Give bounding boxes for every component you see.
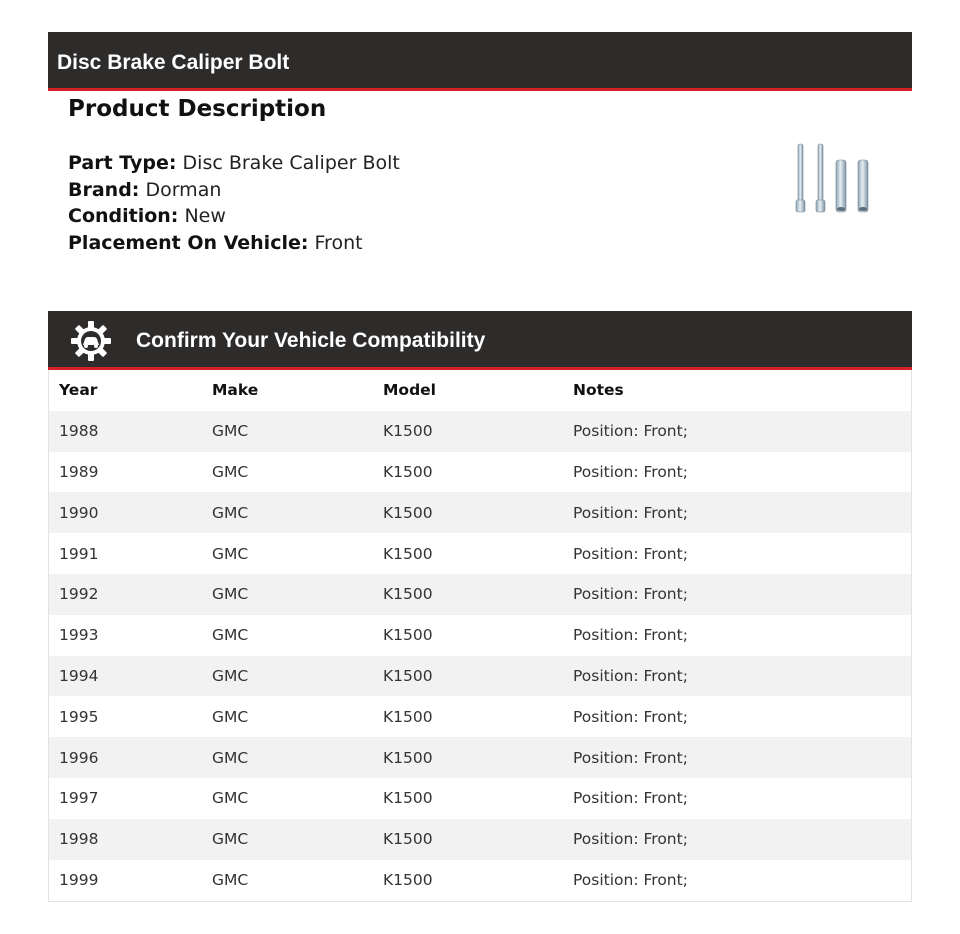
model-cell: K1500 xyxy=(383,656,573,697)
model-cell: K1500 xyxy=(383,696,573,737)
spec-label: Part Type: xyxy=(68,152,177,174)
model-cell: K1500 xyxy=(383,737,573,778)
table-row xyxy=(49,615,911,656)
year-cell: 1993 xyxy=(49,615,212,656)
spec-part-type xyxy=(68,150,400,177)
table-row xyxy=(49,411,911,452)
notes-cell: Position: Front; xyxy=(573,574,911,615)
make-cell: GMC xyxy=(212,492,383,533)
compatibility-bar xyxy=(48,311,912,370)
notes-cell: Position: Front; xyxy=(573,737,911,778)
year-cell: 1998 xyxy=(49,819,212,860)
table-row xyxy=(49,574,911,615)
model-cell: K1500 xyxy=(383,452,573,493)
make-cell: GMC xyxy=(212,778,383,819)
page-title: Disc Brake Caliper Bolt xyxy=(57,51,290,74)
year-cell: 1988 xyxy=(49,411,212,452)
spec-placement xyxy=(68,230,400,257)
year-cell: 1996 xyxy=(49,737,212,778)
make-cell: GMC xyxy=(212,615,383,656)
year-cell: 1994 xyxy=(49,656,212,697)
year-cell: 1990 xyxy=(49,492,212,533)
product-specs xyxy=(68,150,400,256)
table-header-row xyxy=(49,370,911,411)
notes-cell: Position: Front; xyxy=(573,452,911,493)
year-cell: 1997 xyxy=(49,778,212,819)
notes-cell: Position: Front; xyxy=(573,819,911,860)
make-cell: GMC xyxy=(212,819,383,860)
title-bar xyxy=(48,32,912,91)
notes-cell: Position: Front; xyxy=(573,778,911,819)
make-cell: GMC xyxy=(212,411,383,452)
table-row xyxy=(49,492,911,533)
table-row xyxy=(49,819,911,860)
spec-label: Brand: xyxy=(68,178,140,201)
make-cell: GMC xyxy=(212,860,383,901)
make-cell: GMC xyxy=(212,533,383,574)
notes-cell: Position: Front; xyxy=(573,492,911,533)
notes-cell: Position: Front; xyxy=(573,411,911,452)
model-cell: K1500 xyxy=(383,411,573,452)
table-row xyxy=(49,696,911,737)
table-row xyxy=(49,533,911,574)
spec-value: Disc Brake Caliper Bolt xyxy=(182,152,400,174)
column-model: Model xyxy=(383,381,436,400)
notes-cell: Position: Front; xyxy=(573,696,911,737)
make-cell: GMC xyxy=(212,574,383,615)
compatibility-title: Confirm Your Vehicle Compatibility xyxy=(136,329,486,352)
model-cell: K1500 xyxy=(383,860,573,901)
model-cell: K1500 xyxy=(383,819,573,860)
make-cell: GMC xyxy=(212,737,383,778)
make-cell: GMC xyxy=(212,452,383,493)
compatibility-table xyxy=(48,370,912,902)
model-cell: K1500 xyxy=(383,778,573,819)
model-cell: K1500 xyxy=(383,574,573,615)
year-cell: 1989 xyxy=(49,452,212,493)
spec-label: Placement On Vehicle: xyxy=(68,231,309,254)
table-row xyxy=(49,452,911,493)
spec-value: New xyxy=(184,205,226,227)
table-row xyxy=(49,778,911,819)
year-cell: 1991 xyxy=(49,533,212,574)
spec-value: Dorman xyxy=(145,178,222,201)
product-description-heading: Product Description xyxy=(68,96,327,122)
caliper-bolts-image[interactable] xyxy=(788,140,878,220)
model-cell: K1500 xyxy=(383,533,573,574)
model-cell: K1500 xyxy=(383,615,573,656)
make-cell: GMC xyxy=(212,656,383,697)
column-make: Make xyxy=(212,381,259,400)
column-year: Year xyxy=(59,381,98,400)
make-cell: GMC xyxy=(212,696,383,737)
spec-label: Condition: xyxy=(68,205,179,227)
spec-brand xyxy=(68,177,400,204)
model-cell: K1500 xyxy=(383,492,573,533)
spec-condition xyxy=(68,203,400,230)
table-row xyxy=(49,737,911,778)
notes-cell: Position: Front; xyxy=(573,656,911,697)
year-cell: 1995 xyxy=(49,696,212,737)
gear-car-icon xyxy=(70,320,112,362)
table-row xyxy=(49,656,911,697)
notes-cell: Position: Front; xyxy=(573,615,911,656)
notes-cell: Position: Front; xyxy=(573,860,911,901)
notes-cell: Position: Front; xyxy=(573,533,911,574)
year-cell: 1999 xyxy=(49,860,212,901)
year-cell: 1992 xyxy=(49,574,212,615)
column-notes: Notes xyxy=(573,381,624,400)
spec-value: Front xyxy=(314,231,363,254)
table-row xyxy=(49,860,911,901)
